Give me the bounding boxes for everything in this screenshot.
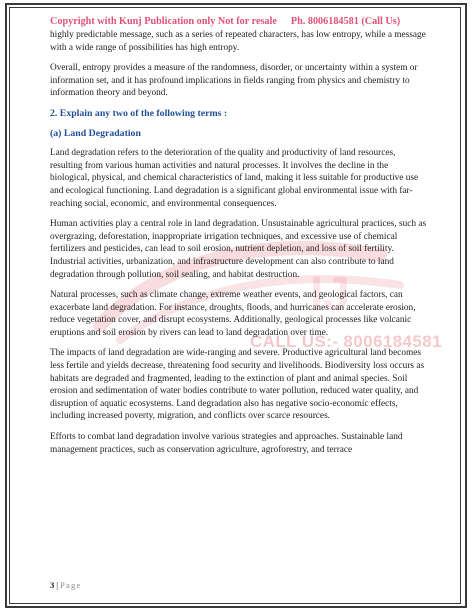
question-heading: 2. Explain any two of the following terms : (50, 107, 228, 119)
page-label: Page (60, 580, 82, 590)
paragraph: Overall, entropy provides a measure of the randomness, disorder, or uncertainty within a system or information set, and it has profound implications in fields ranging from physics and chemistry to information theory and beyond. (50, 63, 418, 99)
paragraph: Natural processes, such as climate change, extreme weather events, and geological factors, can exacerbate land degradation. For instance, droughts, floods, and hurricanes can accelerate erosion, reduce vegetation cover, and disrupt ecosystems. Additionally, geological processes like volcanic eruptions and soil erosion by rivers can lead to land degradation over time. (50, 290, 416, 338)
header-phone: Ph. 8006184581 (Call Us) (290, 16, 401, 27)
page-footer (50, 580, 82, 590)
watermark-call-text: CALL US:- 8006184581 (250, 332, 442, 351)
page-header (50, 16, 430, 27)
page-number: 3 (50, 580, 55, 590)
page-content (50, 29, 430, 464)
paragraph: The impacts of land degradation are wide-ranging and severe. Productive agricultural land becomes less fertile and yields decrease, threatening food security and livelihoods. Biodiversity loss occurs as habitats are degraded and fragmented, leading to the extinction of plant and animal species. Soil erosion and sedimentation of water bodies contribute to water pollution, reduced water quality, and disruption of aquatic ecosystems. Land degradation also has negative socio-economic effects, including increased poverty, migration, and conflicts over scarce resources. (50, 348, 425, 422)
paragraph: Efforts to combat land degradation involve various strategies and approaches. Sustainable land management practices, such as conservation agriculture, agroforestry, and terrace (50, 432, 403, 455)
footer-separator: | (56, 580, 59, 590)
paragraph: Land degradation refers to the deterioration of the quality and productivity of land resources, resulting from various human activities and natural processes. It involves the decline in the biological, physical, and chemical characteristics of land, making it less suitable for productive use and ecological functioning. Land degradation is a significant global environmental issue with far-reaching social, economic, and environmental consequences. (50, 148, 419, 209)
section-subheading: (a) Land Degradation (50, 127, 141, 139)
paragraph: Human activities play a central role in land degradation. Unsustainable agricultural practices, such as overgrazing, deforestation, inappropriate irrigation techniques, and excessive use of chemical fertilizers and pesticides, can lead to soil erosion, nutrient depletion, and loss of soil fertility. Industrial activities, urbanization, and infrastructure development can also contribute to land degradation through pollution, soil sealing, and habitat destruction. (50, 219, 427, 280)
svg-text:IJ: IJ (310, 268, 351, 321)
paragraph: highly predictable message, such as a series of repeated characters, has low entropy, while a message with a wide range of possibilities has high entropy. (50, 30, 426, 53)
copyright-notice: Copyright with Kunj Publication only Not for resale (50, 16, 277, 27)
